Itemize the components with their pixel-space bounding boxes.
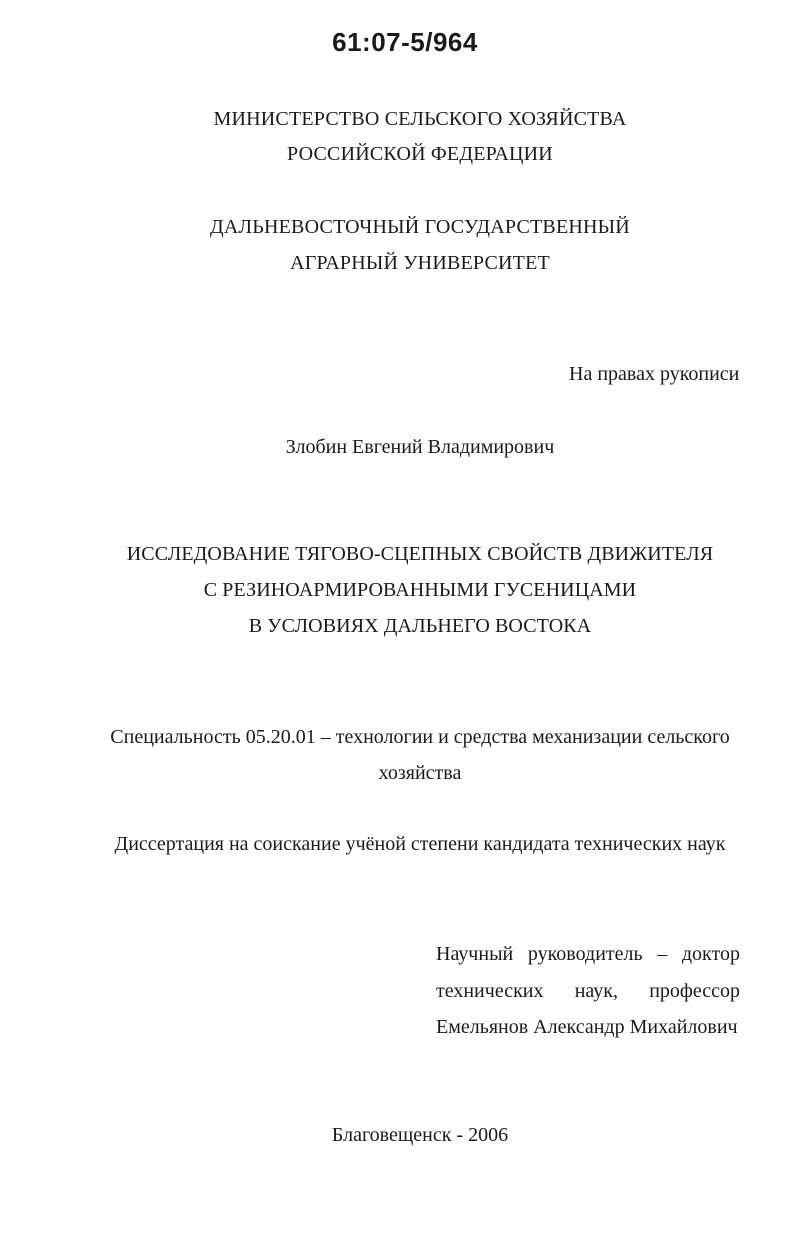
university-line-2: АГРАРНЫЙ УНИВЕРСИТЕТ — [290, 252, 550, 274]
university-line-1: ДАЛЬНЕВОСТОЧНЫЙ ГОСУДАРСТВЕННЫЙ — [210, 216, 630, 238]
supervisor-word: – — [657, 943, 668, 965]
title-line-2: С РЕЗИНОАРМИРОВАННЫМИ ГУСЕНИЦАМИ — [203, 579, 637, 601]
title-line-3: В УСЛОВИЯХ ДАЛЬНЕГО ВОСТОКА — [248, 615, 592, 637]
specialty-line-2: хозяйства — [378, 762, 462, 784]
author-name: Злобин Евгений Владимирович — [285, 436, 555, 458]
manuscript-note: На правах рукописи — [569, 363, 740, 385]
document-code: 61:07-5/964 — [332, 27, 478, 57]
supervisor-word: доктор — [681, 943, 740, 965]
supervisor-word: технических — [436, 980, 544, 1002]
ministry-line-1: МИНИСТЕРСТВО СЕЛЬСКОГО ХОЗЯЙСТВА — [213, 108, 627, 130]
supervisor-name: Емельянов Александр Михайлович — [436, 1016, 738, 1038]
title-line-1: ИССЛЕДОВАНИЕ ТЯГОВО-СЦЕПНЫХ СВОЙСТВ ДВИЖИТЕЛЯ — [126, 543, 714, 565]
supervisor-word: профессор — [649, 980, 740, 1002]
supervisor-word: наук, — [574, 980, 618, 1002]
supervisor-word: Научный — [436, 943, 514, 965]
degree-statement: Диссертация на соискание учёной степени кандидата технических наук — [114, 833, 726, 855]
supervisor-row-1 — [436, 942, 740, 966]
supervisor-row-2 — [436, 979, 740, 1003]
supervisor-word: руководитель — [527, 943, 643, 965]
ministry-line-2: РОССИЙСКОЙ ФЕДЕРАЦИИ — [287, 143, 553, 165]
specialty-line-1: Специальность 05.20.01 – технологии и средства механизации сельского — [110, 726, 730, 748]
place-year: Благовещенск - 2006 — [331, 1124, 509, 1146]
